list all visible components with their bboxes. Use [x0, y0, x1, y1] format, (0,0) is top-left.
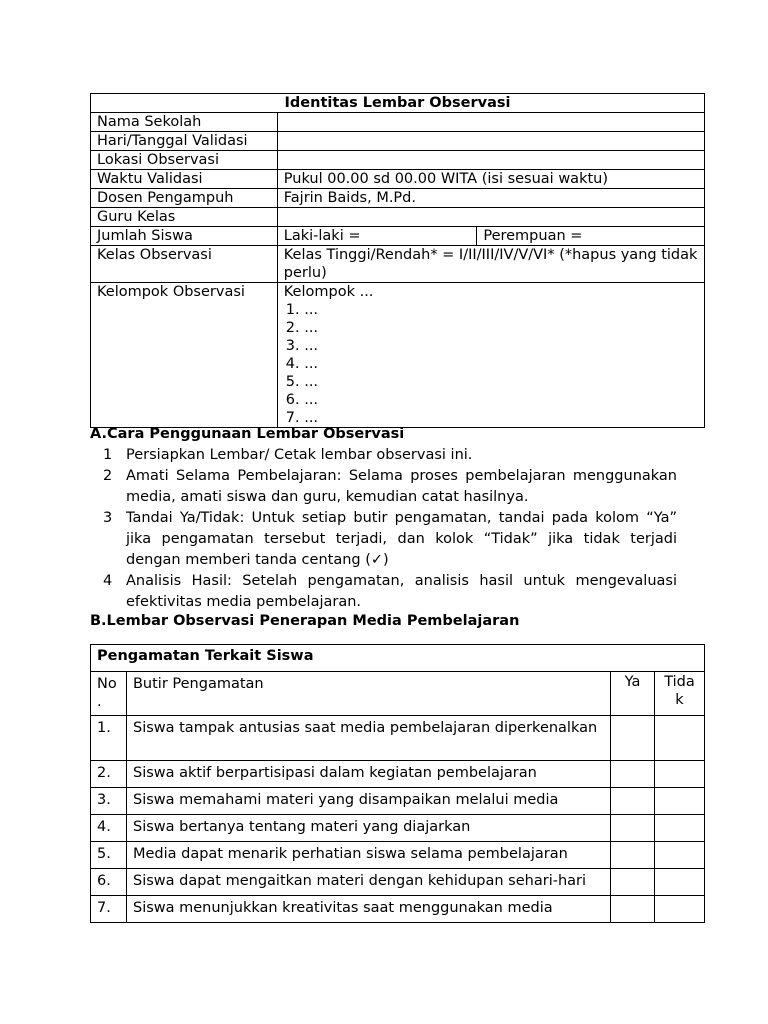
identity-row — [91, 208, 705, 227]
table-row — [91, 815, 705, 842]
yes-checkbox-cell[interactable] — [611, 842, 655, 869]
row-text: Siswa bertanya tentang materi yang diajarkan — [126, 815, 610, 842]
row-text: Siswa menunjukkan kreativitas saat menggunakan media — [126, 896, 610, 923]
yes-checkbox-cell[interactable] — [611, 761, 655, 788]
row-text: Siswa memahami materi yang disampaikan melalui media — [126, 788, 610, 815]
column-header-no-col: Tida k — [655, 672, 705, 716]
kelompok-item: 5. ... — [285, 374, 319, 390]
instruction-number: 4 — [103, 573, 113, 589]
identity-row — [91, 113, 705, 132]
yes-checkbox-cell[interactable] — [611, 788, 655, 815]
no-checkbox-cell[interactable] — [655, 716, 705, 761]
kelompok-item: 6. ... — [285, 392, 319, 408]
row-number: 6. — [91, 869, 127, 896]
table-row — [91, 788, 705, 815]
column-header-item: Butir Pengamatan — [126, 672, 610, 716]
identity-label: Dosen Pengampuh — [91, 189, 278, 208]
table-row — [91, 716, 705, 761]
kelas-label: Kelas Observasi — [91, 246, 278, 283]
instruction-number: 1 — [103, 447, 113, 463]
row-number: 1. — [91, 716, 127, 761]
yes-checkbox-cell[interactable] — [611, 716, 655, 761]
column-header-no: No . — [91, 672, 127, 716]
instruction-text: Tandai Ya/Tidak: Untuk setiap butir pengamatan, tandai pada kolom “Ya” jika pengamatan tersebut terjadi, dan kolok “Tidak” jika tidak terjadi dengan memberi tanda centang (✓) — [126, 510, 677, 568]
identity-value[interactable] — [277, 132, 704, 151]
section-b-title: B.Lembar Observasi Penerapan Media Pembelajaran — [90, 613, 520, 629]
row-text: Media dapat menarik perhatian siswa selama pembelajaran — [126, 842, 610, 869]
row-number: 4. — [91, 815, 127, 842]
kelas-value[interactable]: Kelas Tinggi/Rendah* = I/II/III/IV/V/VI* (*hapus yang tidak perlu) — [277, 246, 704, 283]
kelompok-list — [286, 301, 698, 427]
row-number: 3. — [91, 788, 127, 815]
column-header-yes: Ya — [611, 672, 655, 716]
jumlah-siswa-row — [91, 227, 705, 246]
instruction-text: Analisis Hasil: Setelah pengamatan, analisis hasil untuk mengevaluasi efektivitas media pembelajaran. — [126, 573, 677, 610]
identity-row — [91, 151, 705, 170]
identity-label: Lokasi Observasi — [91, 151, 278, 170]
kelompok-item: 2. ... — [285, 320, 319, 336]
table-row — [91, 842, 705, 869]
kelompok-label: Kelompok Observasi — [91, 283, 278, 428]
instruction-item — [103, 508, 677, 571]
no-checkbox-cell[interactable] — [655, 788, 705, 815]
observation-table — [90, 644, 705, 923]
identity-label: Guru Kelas — [91, 208, 278, 227]
observation-header-row — [91, 672, 705, 716]
instruction-number: 2 — [103, 468, 113, 484]
instruction-list — [103, 445, 677, 613]
instruction-text: Amati Selama Pembelajaran: Selama proses pembelajaran menggunakan media, amati siswa dan guru, kemudian catat hasilnya. — [126, 468, 677, 505]
male-count-field[interactable]: Laki-laki = — [277, 227, 477, 246]
jumlah-siswa-label: Jumlah Siswa — [91, 227, 278, 246]
kelompok-value[interactable] — [277, 283, 704, 428]
kelompok-item: 3. ... — [285, 338, 319, 354]
identity-title: Identitas Lembar Observasi — [91, 94, 705, 113]
section-a-title: A.Cara Penggunaan Lembar Observasi — [90, 426, 405, 442]
kelompok-row — [91, 283, 705, 428]
yes-checkbox-cell[interactable] — [611, 896, 655, 923]
identity-row — [91, 132, 705, 151]
yes-checkbox-cell[interactable] — [611, 815, 655, 842]
row-number: 2. — [91, 761, 127, 788]
row-number: 7. — [91, 896, 127, 923]
instruction-item — [103, 466, 677, 508]
no-checkbox-cell[interactable] — [655, 842, 705, 869]
row-text: Siswa dapat mengaitkan materi dengan kehidupan sehari-hari — [126, 869, 610, 896]
no-checkbox-cell[interactable] — [655, 896, 705, 923]
identity-title-row — [91, 94, 705, 113]
no-checkbox-cell[interactable] — [655, 815, 705, 842]
instruction-item — [103, 445, 677, 466]
kelompok-heading: Kelompok ... — [283, 284, 374, 300]
row-text: Siswa tampak antusias saat media pembelajaran diperkenalkan — [126, 716, 610, 761]
kelompok-item: 7. ... — [285, 410, 319, 426]
table-row — [91, 896, 705, 923]
row-text: Siswa aktif berpartisipasi dalam kegiatan pembelajaran — [126, 761, 610, 788]
kelompok-item: 4. ... — [285, 356, 319, 372]
table-row — [91, 869, 705, 896]
identity-value[interactable] — [277, 113, 704, 132]
identity-label: Nama Sekolah — [91, 113, 278, 132]
identity-value[interactable] — [277, 208, 704, 227]
identity-value[interactable]: Pukul 00.00 sd 00.00 WITA (isi sesuai waktu) — [277, 170, 704, 189]
identity-value[interactable] — [277, 151, 704, 170]
observation-heading-row — [91, 645, 705, 672]
identity-label: Hari/Tanggal Validasi — [91, 132, 278, 151]
yes-checkbox-cell[interactable] — [611, 869, 655, 896]
kelompok-item: 1. ... — [285, 302, 319, 318]
no-checkbox-cell[interactable] — [655, 869, 705, 896]
identity-table — [90, 93, 705, 428]
instruction-number: 3 — [103, 510, 113, 526]
kelas-row — [91, 246, 705, 283]
female-count-field[interactable]: Perempuan = — [477, 227, 705, 246]
row-number: 5. — [91, 842, 127, 869]
observation-heading: Pengamatan Terkait Siswa — [91, 645, 705, 672]
table-row — [91, 761, 705, 788]
instruction-item — [103, 571, 677, 613]
no-checkbox-cell[interactable] — [655, 761, 705, 788]
identity-value[interactable]: Fajrin Baids, M.Pd. — [277, 189, 704, 208]
identity-row — [91, 170, 705, 189]
identity-label: Waktu Validasi — [91, 170, 278, 189]
identity-row — [91, 189, 705, 208]
instruction-text: Persiapkan Lembar/ Cetak lembar observasi ini. — [126, 447, 473, 463]
